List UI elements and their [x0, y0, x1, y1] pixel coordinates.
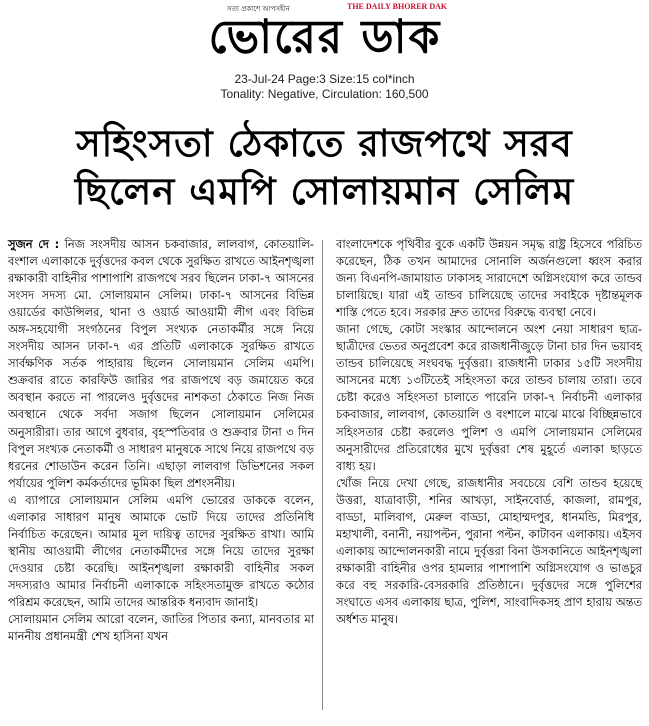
- article-paragraph: সোলায়মান সেলিম আরো বলেন, জাতির পিতার কন্যা, মানবতার মা মাননীয় প্রধানমন্ত্রী শেখ হাসিনা যখন: [8, 612, 318, 644]
- article-column-right: [336, 236, 646, 628]
- article-paragraph: খোঁজ নিয়ে দেখা গেছে, রাজধানীর সবচেয়ে বেশি তান্ডব হয়েছে উত্তরা, যাত্রাবাড়ী, শনির আখড়া, সাইনবোর্ড, কাজলা, রামপুর, বাড্ডা, মালিবাগ, মেরুল বাড্ডা, মোহাম্মদপুর, ধানমন্ডি, মিরপুর, মহাখালী, বনানী, নয়াপল্টন, পুরানা পল্টন, কাটাবন এলাকায়। এইসব এলাকায় আন্দোলনকারী নামে দুর্বৃত্তরা বিনা উসকানিতে আইনশৃঙ্খলা রক্ষাকারী বাহিনীর ওপর হামলার পাশাপাশি অগ্নিসংযোগ ও ভাঙচুর করে বহু সরকারি-বেসরকারি প্রতিষ্ঠানে। দুর্বৃত্তদের সঙ্গে পুলিশের সংঘাতে এসব এলাকায় ছাত্র, পুলিশ, সাংবাদিকসহ প্রাণ হারায় অন্তত অর্ধশত মানুষ।: [336, 475, 646, 627]
- paragraph-text: নিজ সংসদীয় আসন চকবাজার, লালবাগ, কোতয়ালি-বংশাল এলাকাকে দুর্বৃত্তদের কবল থেকে সুরক্ষিত রাখতে আইনশৃঙ্খলা রক্ষাকারী বাহিনীর পাশাপাশি রাজপথে সরব ছিলেন ঢাকা-৭ আসনের সংসদ সদস্য মো. সোলায়মান সেলিম। ঢাকা-৭ আসনের বিভিন্ন ওয়ার্ডের কাউন্সিলর, থানা ও ওয়ার্ড আওয়ামী লীগ এবং বিভিন্ন অঙ্গ-সহযোগী সংগঠনের বিপুল সংখ্যক নেতাকর্মীর সঙ্গে নিয়ে সংসদীয় আসন ঢাকা-৭ এর প্রতিটি এলাকাকে সুরক্ষিত রাখতে সার্বক্ষণিক সর্তক পাহারায় ছিলেন সোলায়মান সেলিম এমপি। শুক্রবার রাতে কারফিউ জারির পর রাজপথে বড় জমায়েত করে অবস্থান করতে না পারলেও দুর্বৃত্তদের নাশকতা ঠেকাতে নিজ নিজ অবস্থানে থেকে সর্বদা সজাগ ছিলেন সোলায়মান সেলিমের অনুসারীরা। তার আগে বুধবার, বৃহস্পতিবার ও শুক্রবার টানা ৩ দিন বিপুল সংখ্যক নেতাকর্মী ও সাধারণ মানুষকে সাথে নিয়ে রাজপথে বড় ধরনের শোডাউন করেন তিনি। এছাড়া লালবাগ ডিভিশনের সকল পর্যায়ের পুলিশ কর্মকর্তাদের ভূমিকা ছিল প্রশংসনীয়।: [8, 237, 318, 490]
- masthead-english-name: THE DAILY BHORER DAK: [347, 2, 448, 11]
- clip-info-date-page: 23-Jul-24 Page:3 Size:15 col*inch: [234, 72, 415, 86]
- column-divider: [322, 240, 323, 710]
- byline: সুজন দে :: [8, 237, 60, 251]
- masthead-tagline: সত্য প্রকাশে আপসহীন: [227, 5, 290, 13]
- headline-line-2: ছিলেন এমপি সোলায়মান সেলিম: [74, 170, 575, 213]
- article-paragraph: এ ব্যাপারে সোলায়মান সেলিম এমপি ভোরের ডাককে বলেন, এলাকার সাধারণ মানুষ আমাকে ভোট দিয়ে তাদের প্রতিনিধি নির্বাচিত করেছেন। আমার মূল দায়িত্ব তাদের সুরক্ষিত রাখা। আমি স্থানীয় আওয়ামী লীগের নেতাকর্মীদের সঙ্গে নিয়ে তাদের সুরক্ষা দেওয়ার চেষ্টা করেছি। আইনশৃঙ্খলা রক্ষাকারী বাহিনীর সকল সদস্যরাও আমার নির্বাচনী এলাকাকে সহিংসতামুক্ত রাখতে কঠোর পরিশ্রম করেছেন, আমি তাদের আন্তরিক ধন্যবাদ জানাই।: [8, 492, 318, 609]
- headline-line-1: সহিংসতা ঠেকাতে রাজপথে সরব: [76, 122, 573, 165]
- clip-info-tonality: Tonality: Negative, Circulation: 160,500: [220, 87, 429, 101]
- article-paragraph: বাংলাদেশকে পৃথিবীর বুকে একটি উন্নয়ন সমৃদ্ধ রাষ্ট্র হিসেবে পরিচিত করেছেন, ঠিক তখন আমাদের সোনালি অর্জনগুলো ধ্বংস করার জন্য বিএনপি-জামায়াত ঢাকাসহ সারাদেশে অগ্নিসংযোগ করে তান্ডব চালায়িছে। যারা এই তান্ডব চালিয়েছে তাদের সবাইকে দৃষ্টান্তমূলক শাস্তি পেতে হবে। সরকার দ্রুত তাদের বিরুদ্ধে ব্যবস্থা নেবে।: [336, 237, 646, 320]
- article-paragraph: জানা গেছে, কোটা সংস্কার আন্দোলনে অংশ নেয়া সাধারণ ছাত্র-ছাত্রীদের ভেতর অনুপ্রবেশ করে রাজধানীজুড়ে টানা চার দিন ভয়াবহ তান্ডব চালিয়েছে সংঘবদ্ধ দুর্বৃত্তরা। রাজধানী ঢাকার ১৫টি সংসদীয় আসনের মধ্যে ১৩টিতেই সহিংসতা করে তান্ডব চালায় তারা। তবে চেষ্টা করেও সহিংসতা চালাতে পারেনি ঢাকা-৭ নির্বাচনী এলাকার চকবাজার, লালবাগ, কোতয়ালি ও বংশালে মাঝে মাঝে বিচ্ছিন্নভাবে সহিংসতার চেষ্টা করলেও পুলিশ ও এমপি সোলায়মান সেলিমের অনুসারীদের প্রতিরোধের মুখে দুর্বৃত্তরা শেষ মুহূর্তে এলাকা ছাড়তে বাধ্য হয়।: [336, 322, 646, 473]
- article-paragraph: [8, 236, 318, 492]
- newspaper-logo: ভোরের ডাক: [208, 10, 442, 65]
- article-column-left: [8, 236, 318, 645]
- masthead: [0, 0, 649, 65]
- article-headline: [10, 120, 639, 216]
